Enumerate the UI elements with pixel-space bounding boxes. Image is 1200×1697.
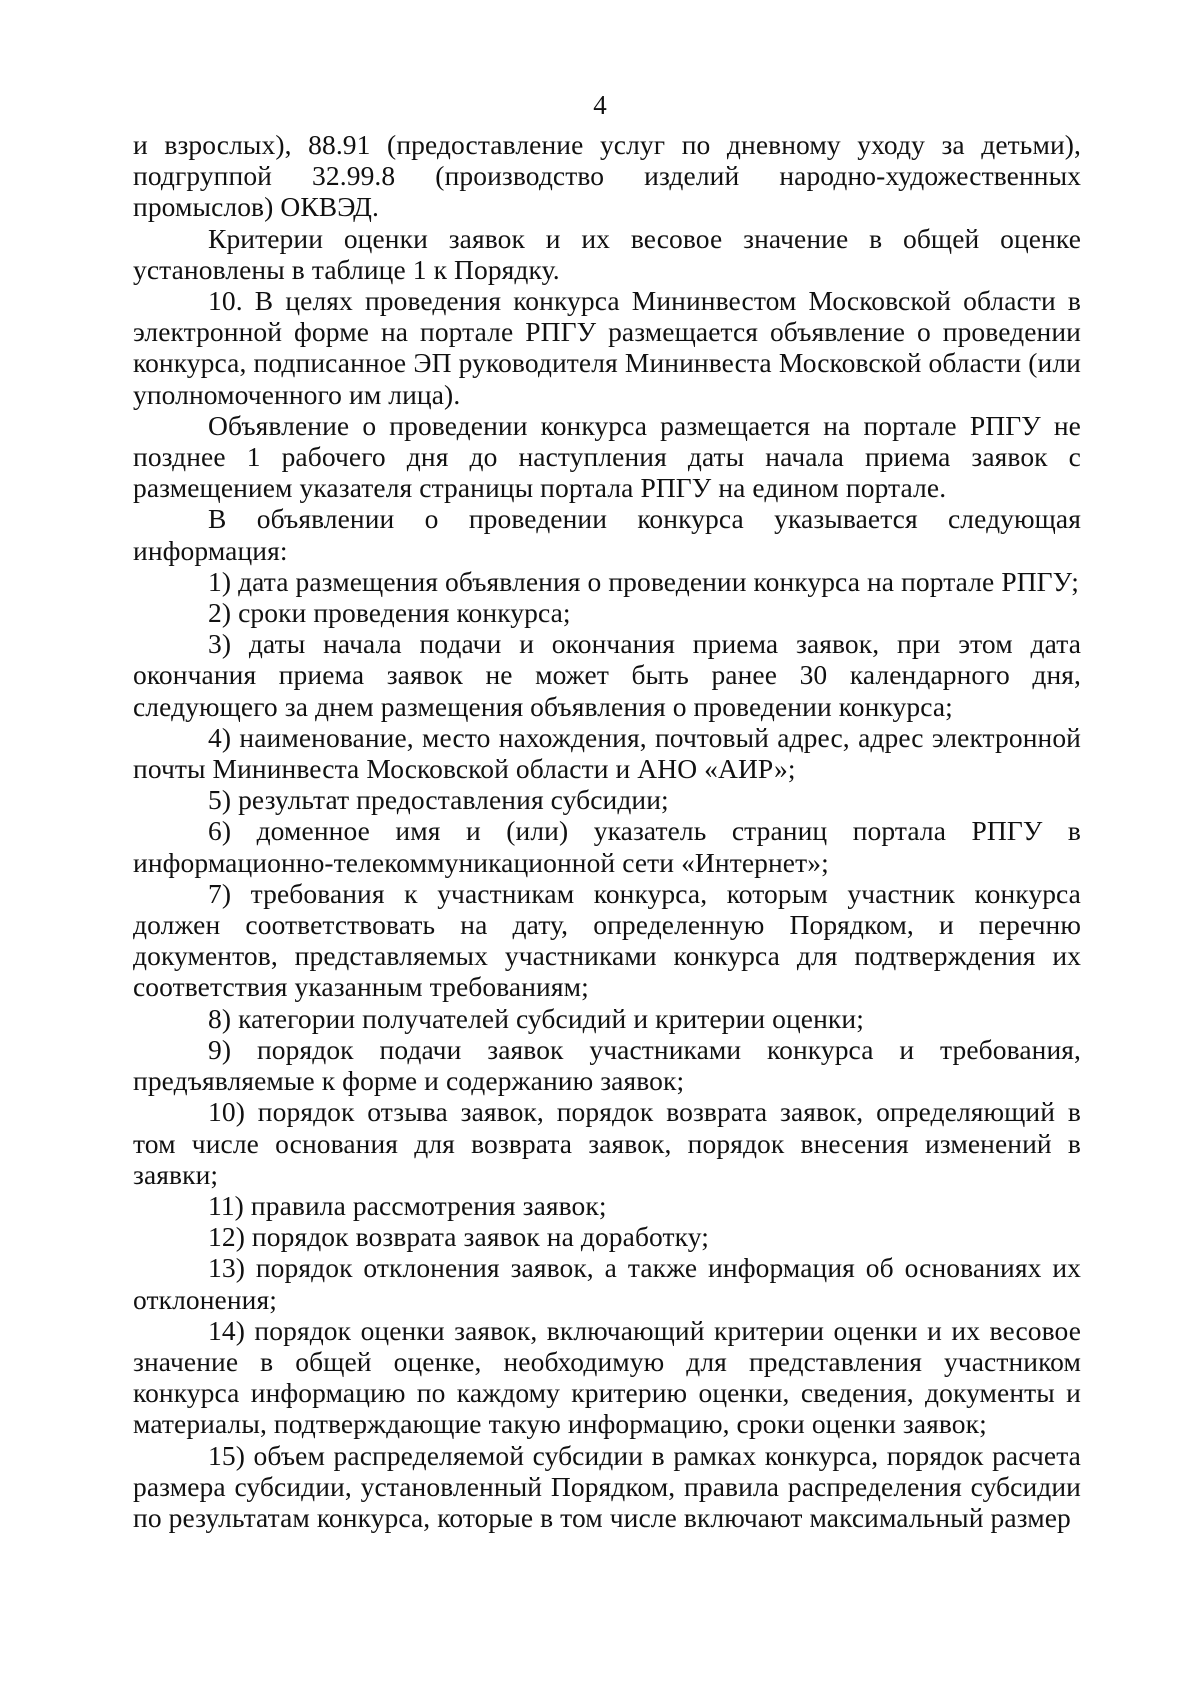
paragraph: и взрослых), 88.91 (предоставление услуг по дневному уходу за детьми), подгруппой 32.99.8 (производство изделий народно-художественных промыслов) ОКВЭД. — [133, 129, 1081, 223]
list-item: 2) сроки проведения конкурса; — [208, 597, 571, 629]
list-item: 6) доменное имя и (или) указатель страниц портала РПГУ в информационно-телекоммуникационной сети «Интернет»; — [133, 815, 1081, 878]
list-item: 14) порядок оценки заявок, включающий критерии оценки и их весовое значение в общей оценке, необходимую для представления участником конкурса информацию по каждому критерию оценки, сведения, документы и материалы, подтверждающие такую информацию, сроки оценки заявок; — [133, 1314, 1081, 1440]
paragraph: Критерии оценки заявок и их весовое значение в общей оценке установлены в таблице 1 к Порядку. — [133, 222, 1081, 285]
list-item: 3) даты начала подачи и окончания приема заявок, при этом дата окончания приема заявок не может быть ранее 30 календарного дня, следующего за днем размещения объявления о проведении конкурса; — [133, 628, 1081, 722]
list-item: 4) наименование, место нахождения, почтовый адрес, адрес электронной почты Мининвеста Московской области и АНО «АИР»; — [133, 721, 1081, 785]
list-item: 1) дата размещения объявления о проведении конкурса на портале РПГУ; — [208, 565, 1079, 597]
list-item: 15) объем распределяемой субсидии в рамках конкурса, порядок расчета размера субсидии, установленный Порядком, правила распределения субсидии по результатам конкурса, которые в том числе включают максимальный размер — [133, 1439, 1081, 1533]
list-item: 13) порядок отклонения заявок, а также информация об основаниях их отклонения; — [133, 1252, 1081, 1315]
list-item: 10) порядок отзыва заявок, порядок возврата заявок, определяющий в том числе основания для возврата заявок, порядок внесения изменений в заявки; — [133, 1096, 1081, 1190]
paragraph: 10. В целях проведения конкурса Мининвестом Московской области в электронной форме на портале РПГУ размещается объявление о проведении конкурса, подписанное ЭП руководителя Мининвеста Московской области (или уполномоченного им лица). — [133, 285, 1081, 410]
list-item: 9) порядок подачи заявок участниками конкурса и требования, предъявляемые к форме и содержанию заявок; — [133, 1033, 1081, 1097]
page-number: 4 — [593, 90, 607, 120]
list-item: 11) правила рассмотрения заявок; — [208, 1189, 607, 1221]
list-item: 7) требования к участникам конкурса, которым участник конкурса должен соответствовать на дату, определенную Порядком, и перечню документов, представляемых участниками конкурса для подтверждения их соответствия указанным требованиям; — [133, 877, 1081, 1003]
document-body — [133, 129, 1081, 1533]
list-item: 8) категории получателей субсидий и критерии оценки; — [208, 1002, 864, 1034]
list-item: 12) порядок возврата заявок на доработку; — [208, 1221, 709, 1253]
paragraph: В объявлении о проведении конкурса указывается следующая информация: — [133, 503, 1081, 566]
list-item: 5) результат предоставления субсидии; — [208, 784, 669, 816]
paragraph: Объявление о проведении конкурса размещается на портале РПГУ не позднее 1 рабочего дня до наступления даты начала приема заявок с размещением указателя страницы портала РПГУ на едином портале. — [133, 409, 1081, 504]
